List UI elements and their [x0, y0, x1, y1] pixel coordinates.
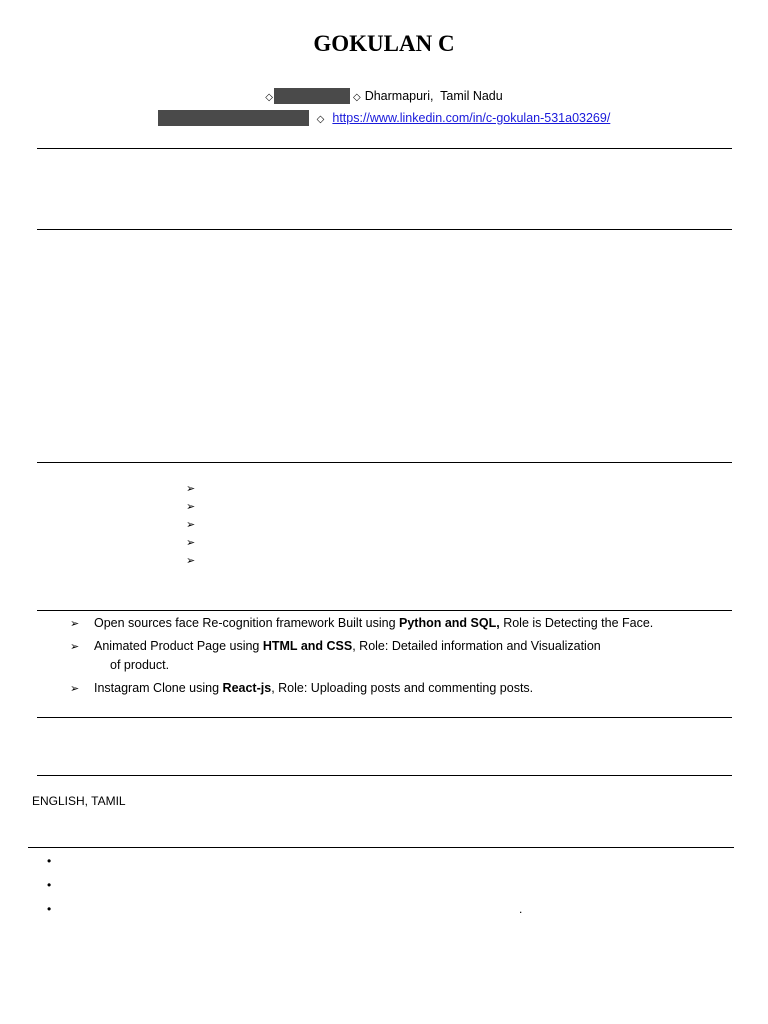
linkedin-link[interactable]: https://www.linkedin.com/in/c-gokulan-531a03269/	[332, 111, 611, 125]
project-line	[70, 637, 653, 656]
diamond-icon: ◇	[265, 92, 273, 103]
section-divider	[37, 610, 732, 611]
section-divider	[28, 847, 734, 848]
arrow-bullet-icon: ➢	[186, 500, 196, 513]
section-divider	[37, 775, 732, 776]
arrow-bullet-icon: ➢	[70, 682, 80, 695]
project-line	[70, 614, 653, 633]
section-divider	[37, 148, 732, 149]
project-line-continuation: of product.	[110, 658, 170, 672]
list-item	[186, 551, 195, 569]
project-description: Animated Product Page using	[94, 639, 263, 653]
list-item	[186, 515, 195, 533]
project-technology: HTML and CSS	[262, 639, 353, 653]
projects-list	[70, 614, 653, 698]
diamond-icon: ◇	[352, 92, 361, 103]
stray-period: .	[519, 902, 523, 916]
redacted-block	[158, 110, 309, 126]
project-role: , Role: Detailed information and Visualization	[352, 639, 601, 653]
dot-bullet-icon: •	[47, 878, 52, 892]
contact-line-links	[0, 110, 768, 128]
section-divider	[37, 717, 732, 718]
project-item	[70, 637, 653, 674]
list-item	[186, 479, 195, 497]
section-divider	[37, 229, 732, 230]
arrow-bullet-icon: ➢	[186, 518, 196, 531]
arrow-bullet-icon: ➢	[70, 617, 80, 630]
project-role: Role is Detecting the Face.	[499, 616, 654, 630]
project-technology: React-js	[222, 681, 272, 695]
dot-bullet-icon: •	[47, 902, 52, 916]
list-item	[186, 533, 195, 551]
list-item	[186, 497, 195, 515]
arrow-bullet-icon: ➢	[186, 554, 196, 567]
contact-line-location	[0, 88, 768, 106]
project-role: , Role: Uploading posts and commenting posts.	[271, 681, 534, 695]
bottom-bullet-list	[47, 852, 51, 924]
arrow-bullet-icon: ➢	[186, 536, 196, 549]
arrow-bullet-icon: ➢	[186, 482, 196, 495]
section-divider	[37, 462, 732, 463]
project-technology: Python and SQL,	[399, 616, 500, 630]
location-text: Dharmapuri, Tamil Nadu	[364, 89, 503, 103]
project-description: Instagram Clone using	[94, 681, 223, 695]
diamond-icon: ◇	[316, 114, 325, 125]
redacted-block	[274, 88, 350, 104]
list-item	[47, 876, 51, 900]
candidate-name: GOKULAN C	[313, 31, 455, 56]
project-item	[70, 614, 653, 633]
project-description: Open sources face Re-cognition framework Built using	[94, 616, 400, 630]
skills-list	[186, 479, 195, 569]
dot-bullet-icon: •	[47, 854, 52, 868]
list-item	[47, 900, 51, 924]
project-line	[70, 679, 653, 698]
languages-text: ENGLISH, TAMIL	[32, 794, 126, 808]
list-item	[47, 852, 51, 876]
arrow-bullet-icon: ➢	[70, 640, 80, 653]
project-item	[70, 679, 653, 698]
